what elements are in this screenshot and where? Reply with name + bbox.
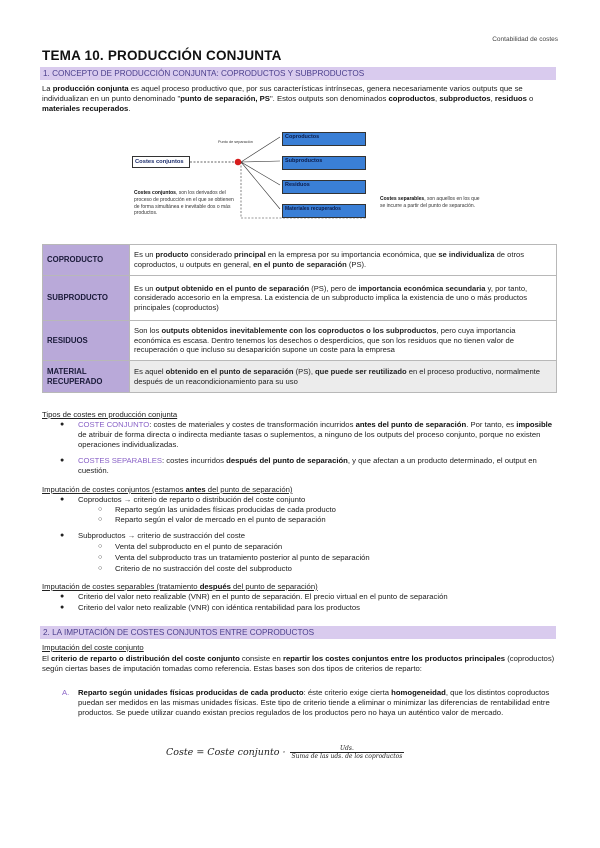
intro-paragraph: La producción conjunta es aquel proceso productivo que, por sus características intrínsecas, genera necesariamente varios outputs que se individualizan en un punto denominado "punto de separación, PS". Estos outputs son denominados coproductos, subproductos, residuos o materiales recuperados. — [42, 84, 534, 114]
table-row — [43, 245, 557, 276]
list-item: Criterio del valor neto realizable (VNR) en el punto de separación. El precio virtual en el punto de separación — [78, 592, 448, 601]
list-item: Criterio de no sustracción del coste del subproducto — [115, 564, 292, 573]
joint-costs-box: Costes conjuntos — [132, 156, 190, 168]
circle-bullet-icon: ○ — [98, 516, 103, 523]
bullet-icon: ● — [60, 532, 65, 539]
list-item: Reparto según el valor de mercado en el punto de separación — [115, 515, 326, 524]
table-row — [43, 276, 557, 321]
formula-lhs: Coste = Coste conjunto · — [166, 747, 286, 758]
section-2-subheading: Imputación del coste conjunto — [42, 643, 144, 652]
bullet-icon: ● — [60, 496, 65, 503]
circle-bullet-icon: ○ — [98, 506, 103, 513]
item-a-paragraph: Reparto según unidades físicas producidas de cada producto: éste criterio exige cierta homogeneidad, que los distintos coproductos puedan ser medidos en las mismas unidades físicas. Este tipo de criterio tiende a eliminar o minimizar las diferencias de rentabilidad entre productos. Se puede utilizar cuando existan precios regulados de los productos pero no haya un auténtico valor de mercado. — [78, 688, 550, 718]
list-item: Reparto según las unidades físicas producidas de cada producto — [115, 505, 336, 514]
formula — [166, 745, 404, 760]
cost-type-label: COSTE CONJUNTO — [78, 420, 150, 429]
output-box-materiales: Materiales recuperados — [282, 204, 366, 218]
list-item: Venta del subproducto tras un tratamiento posterior al punto de separación — [115, 553, 370, 562]
cost-type-text: : costes incurridos después del punto de separación, y que afectan a un producto determinado, el output en cuestión. — [78, 456, 537, 476]
bullet-icon: ● — [60, 593, 65, 600]
bullet-icon: ● — [60, 421, 65, 428]
separation-point-marker — [235, 159, 242, 166]
table-row — [43, 361, 557, 393]
circle-bullet-icon: ○ — [98, 565, 103, 572]
ps-label: Punto de separación — [218, 140, 253, 144]
item-letter: A. — [62, 688, 70, 697]
definition-cell: Es un output obtenido en el punto de separación (PS), pero de importancia económica secundaria y, por tanto, considerado accesorio en la empresa. La existencia de un subproducto implica la existencia de uno o más productos principales (coproductos) — [130, 276, 557, 321]
output-box-subproductos: Subproductos — [282, 156, 366, 170]
formula-denominator: Suma de las uds. de los coproductos — [291, 753, 403, 760]
section-2-paragraph: El criterio de reparto o distribución del coste conjunto consiste en repartir los costes conjuntos entre los productos principales (coproductos) según ciertas bases de imputación tomadas como referencia. Estas bases son dos tipos de criterios de reparto: — [42, 654, 555, 674]
definition-cell: Es aquel obtenido en el punto de separación (PS), que puede ser reutilizado en el proceso productivo, normalmente después de un reacondicionamiento para su uso — [130, 361, 557, 393]
cost-type-text: : costes de materiales y costes de transformación incurridos antes del punto de separación. Por tanto, es imposible de atribuir de forma directa o indirecta mediante tasas o suplementos, a ninguno de los outputs del proceso conjunto, porque no existen operaciones individualizadas. — [78, 420, 553, 450]
list-item: Coproductos → criterio de reparto o distribución del coste conjunto — [78, 495, 306, 504]
cost-type-label: COSTES SEPARABLES — [78, 456, 163, 465]
list-item: Venta del subproducto en el punto de separación — [115, 542, 283, 551]
output-box-residuos: Residuos — [282, 180, 366, 194]
page-title: TEMA 10. PRODUCCIÓN CONJUNTA — [42, 48, 282, 63]
section-1-heading: 1. CONCEPTO DE PRODUCCIÓN CONJUNTA: COPRODUCTOS Y SUBPRODUCTOS — [40, 67, 556, 80]
bullet-icon: ● — [60, 604, 65, 611]
cost-type-item-joint — [78, 420, 556, 451]
list-item: Subproductos → criterio de sustracción del coste — [78, 531, 246, 540]
circle-bullet-icon: ○ — [98, 543, 103, 550]
definition-cell: Son los outputs obtenidos inevitablemente con los coproductos o los subproductos, pero cuya importancia económica es escasa. Dentro tenemos los desechos o desperdicios, que son los residuos que no tienen valor de recuperación o que incluso su desaparición supone un coste para la empresa — [130, 321, 557, 361]
term-cell: COPRODUCTO — [43, 245, 130, 276]
formula-fraction — [290, 745, 405, 760]
joint-production-diagram — [130, 134, 490, 229]
list-item: Criterio del valor neto realizable (VNR) con idéntica rentabilidad para los productos — [78, 603, 361, 612]
course-header: Contabilidad de costes — [492, 36, 558, 43]
separable-costs-note: Costes separables, son aquellos en los que se incurre a partir del punto de separación. — [380, 196, 480, 209]
cost-type-item-separable — [78, 456, 556, 476]
section-2-heading: 2. LA IMPUTACIÓN DE COSTES CONJUNTOS ENTRE COPRODUCTOS — [40, 626, 556, 639]
bullet-icon: ● — [60, 457, 65, 464]
cost-types-heading: Tipos de costes en producción conjunta — [42, 410, 178, 419]
definitions-table — [42, 244, 557, 393]
term-cell: RESIDUOS — [43, 321, 130, 361]
joint-imputation-heading: Imputación de costes conjuntos (estamos antes del punto de separación) — [42, 485, 293, 494]
formula-numerator: Uds. — [340, 745, 354, 752]
definition-cell: Es un producto considerado principal en la empresa por su importancia económica, que se individualiza de otros coproductos, u outputs en general, en el punto de separación (PS). — [130, 245, 557, 276]
circle-bullet-icon: ○ — [98, 554, 103, 561]
separable-imputation-heading: Imputación de costes separables (tratamiento después del punto de separación) — [42, 582, 318, 591]
term-cell: MATERIAL RECUPERADO — [43, 361, 130, 393]
joint-costs-note: Costes conjuntos, son los derivados del proceso de producción en el que se obtienen de forma simultánea e inevitable dos o más productos. — [134, 190, 234, 217]
output-box-coproductos: Coproductos — [282, 132, 366, 146]
table-row — [43, 321, 557, 361]
term-cell: SUBPRODUCTO — [43, 276, 130, 321]
